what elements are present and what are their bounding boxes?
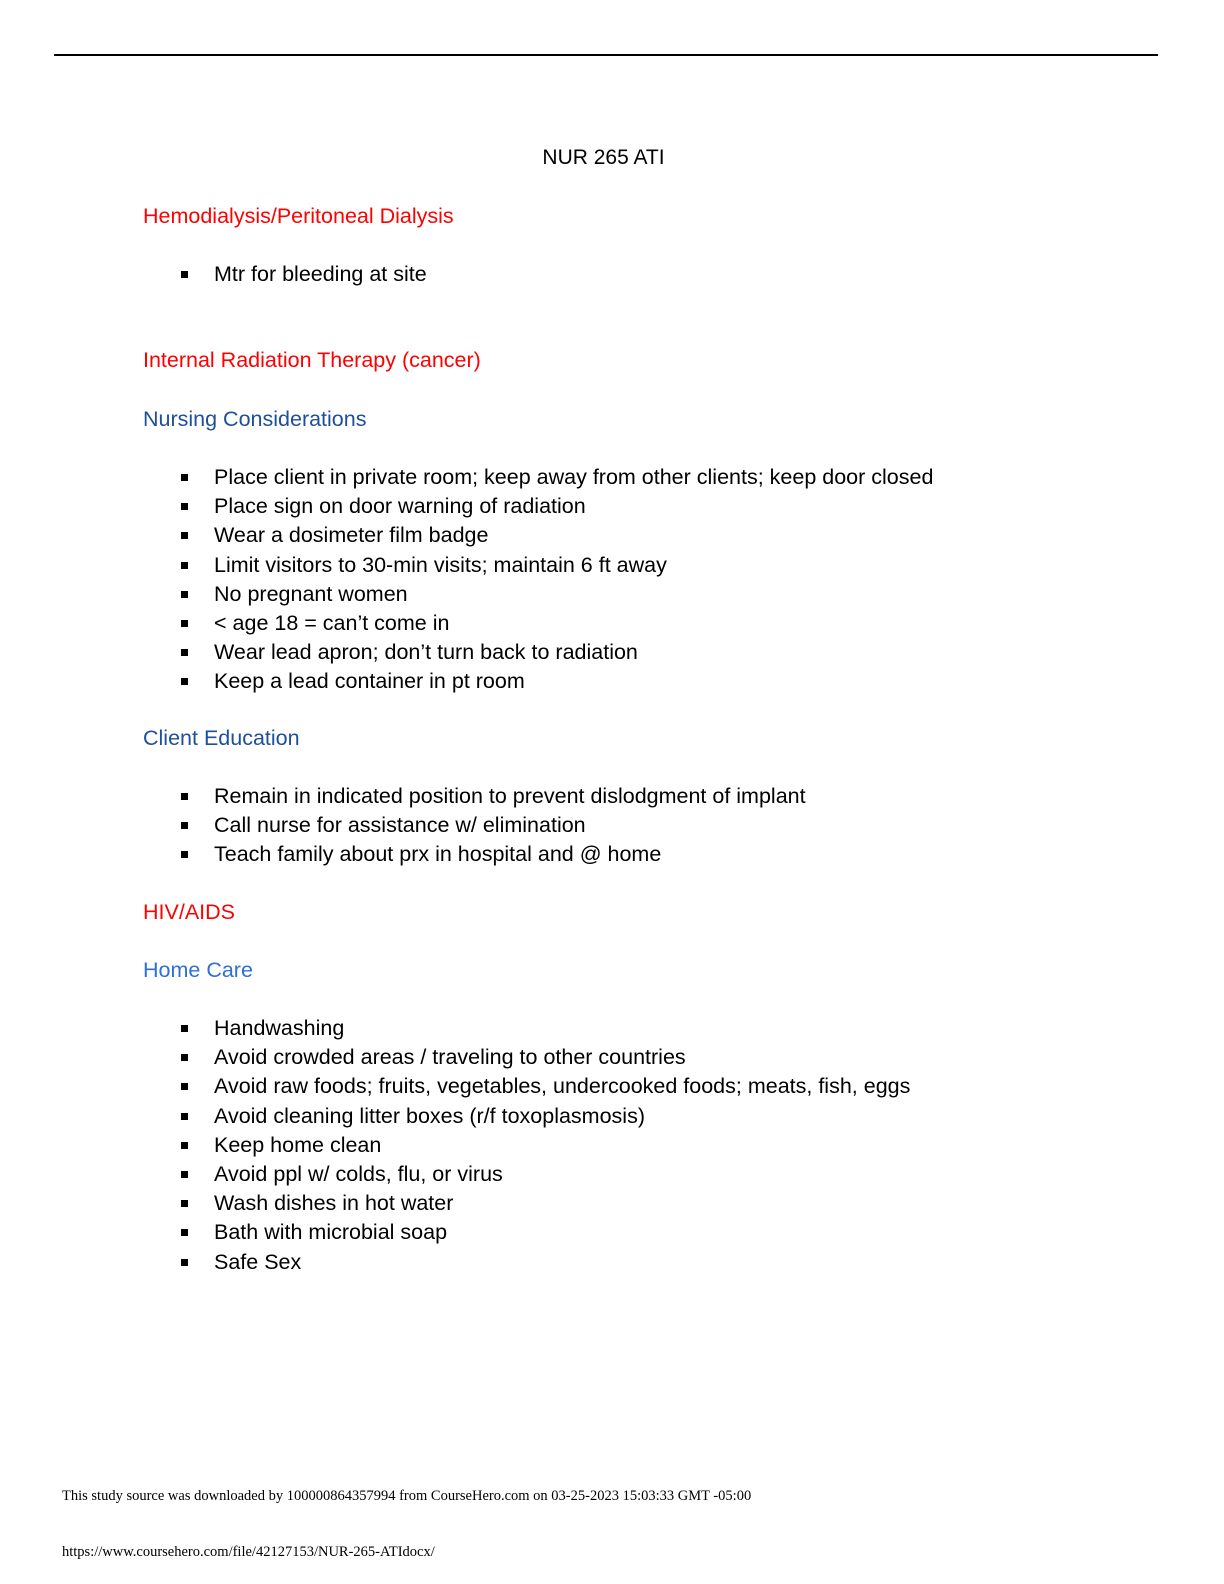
square-bullet-icon — [181, 532, 188, 539]
square-bullet-icon — [181, 1083, 188, 1090]
subheading-client-education: Client Education — [143, 726, 300, 750]
nursing-considerations-list — [143, 463, 933, 697]
square-bullet-icon — [181, 271, 188, 278]
square-bullet-icon — [181, 1259, 188, 1266]
list-item: Keep home clean — [143, 1131, 910, 1160]
home-care-list — [143, 1014, 910, 1277]
square-bullet-icon — [181, 620, 188, 627]
list-item: Call nurse for assistance w/ elimination — [143, 811, 806, 840]
top-rule — [54, 54, 1158, 56]
square-bullet-icon — [181, 1200, 188, 1207]
source-url-link[interactable]: https://www.coursehero.com/file/42127153/NUR-265-ATIdocx/ — [62, 1544, 435, 1560]
list-item: Wear a dosimeter film badge — [143, 521, 933, 550]
list-item: No pregnant women — [143, 580, 933, 609]
section-heading-radiation: Internal Radiation Therapy (cancer) — [143, 348, 481, 372]
square-bullet-icon — [181, 562, 188, 569]
list-item: Safe Sex — [143, 1248, 910, 1277]
list-item: Bath with microbial soap — [143, 1218, 910, 1247]
square-bullet-icon — [181, 793, 188, 800]
subheading-home-care: Home Care — [143, 958, 253, 982]
list-item: Place sign on door warning of radiation — [143, 492, 933, 521]
square-bullet-icon — [181, 678, 188, 685]
list-item: Avoid ppl w/ colds, flu, or virus — [143, 1160, 910, 1189]
list-item: < age 18 = can’t come in — [143, 609, 933, 638]
section-heading-dialysis: Hemodialysis/Peritoneal Dialysis — [143, 204, 454, 228]
list-item: Avoid crowded areas / traveling to other countries — [143, 1043, 910, 1072]
square-bullet-icon — [181, 851, 188, 858]
list-item: Limit visitors to 30-min visits; maintain 6 ft away — [143, 551, 933, 580]
square-bullet-icon — [181, 822, 188, 829]
square-bullet-icon — [181, 1171, 188, 1178]
square-bullet-icon — [181, 1113, 188, 1120]
square-bullet-icon — [181, 1025, 188, 1032]
list-item: Keep a lead container in pt room — [143, 667, 933, 696]
square-bullet-icon — [181, 503, 188, 510]
square-bullet-icon — [181, 474, 188, 481]
square-bullet-icon — [181, 591, 188, 598]
list-item: Place client in private room; keep away from other clients; keep door closed — [143, 463, 933, 492]
list-item: Handwashing — [143, 1014, 910, 1043]
list-item: Teach family about prx in hospital and @ home — [143, 840, 806, 869]
list-item: Avoid cleaning litter boxes (r/f toxoplasmosis) — [143, 1102, 910, 1131]
square-bullet-icon — [181, 1054, 188, 1061]
subheading-nursing-considerations: Nursing Considerations — [143, 407, 367, 431]
client-education-list — [143, 782, 806, 870]
document-title: NUR 265 ATI — [542, 146, 665, 169]
square-bullet-icon — [181, 1229, 188, 1236]
list-item: Mtr for bleeding at site — [143, 260, 427, 289]
list-item: Wear lead apron; don’t turn back to radiation — [143, 638, 933, 667]
list-item: Avoid raw foods; fruits, vegetables, undercooked foods; meats, fish, eggs — [143, 1072, 910, 1101]
square-bullet-icon — [181, 1142, 188, 1149]
dialysis-list — [143, 260, 427, 289]
list-item: Wash dishes in hot water — [143, 1189, 910, 1218]
download-source-note: This study source was downloaded by 100000864357994 from CourseHero.com on 03-25-2023 15:03:33 GMT -05:00 — [62, 1488, 752, 1504]
square-bullet-icon — [181, 649, 188, 656]
list-item: Remain in indicated position to prevent dislodgment of implant — [143, 782, 806, 811]
section-heading-hiv: HIV/AIDS — [143, 900, 235, 924]
